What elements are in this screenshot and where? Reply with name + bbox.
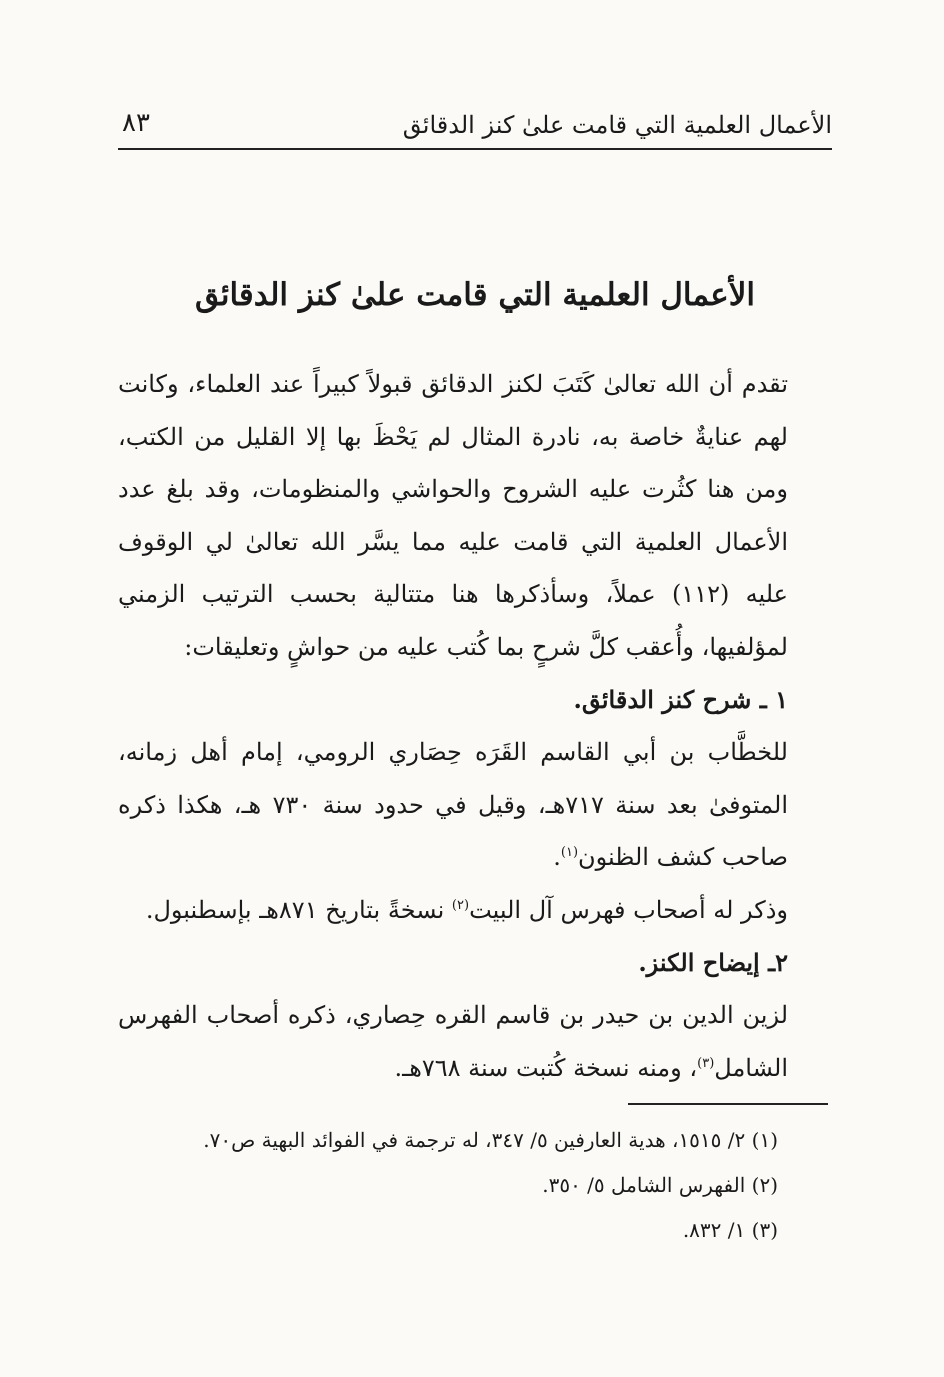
- intro-paragraph: تقدم أن الله تعالىٰ كَتَبَ لكنز الدقائق قبولاً كبيراً عند العلماء، وكانت لهم عنايةٌ خاصة به، نادرة المثال لم يَحْظَ بها إلا القليل من الكتب، ومن هنا كثُرت عليه الشروح والحواشي والمنظومات، وقد بلغ عدد الأعمال العلمية التي قامت عليه مما يسَّر الله تعالىٰ لي الوقوف عليه (١١٢) عملاً، وسأذكرها هنا متتالية بحسب الترتيب الزمني لمؤلفيها، وأُعقب كلَّ شرحٍ بما كُتب عليه من حواشٍ وتعليقات:: [118, 370, 788, 661]
- item-2-text-end: ، ومنه نسخة كُتبت سنة ٧٦٨هـ.: [394, 1053, 698, 1082]
- item-1-text: للخطَّاب بن أبي القاسم القَرَه حِصَاري الرومي، إمام أهل زمانه، المتوفىٰ بعد سنة ٧١٧هـ، وقيل في حدود سنة ٧٣٠ هـ، هكذا ذكره صاحب كشف الظنون: [118, 738, 789, 872]
- footnotes: [118, 1118, 832, 1253]
- running-title: الأعمال العلمية التي قامت علىٰ كنز الدقائق: [402, 111, 832, 139]
- item-1-note: [118, 884, 832, 937]
- running-header: [118, 104, 832, 150]
- item-1-text-end: .: [553, 843, 561, 872]
- item-1-note-end: نسخةً بتاريخ ٨٧١هـ بإسطنبول.: [145, 895, 452, 924]
- item-1-heading: ١ ـ شرح كنز الدقائق.: [573, 684, 788, 714]
- item-1-paragraph: [118, 726, 832, 884]
- footnote-mark-3: (٣): [697, 1055, 715, 1071]
- footnote-mark-2: (٢): [451, 897, 470, 913]
- footnote-2: (٢) الفهرس الشامل ٥/ ٣٥٠.: [542, 1173, 778, 1197]
- footnote-divider: [628, 1103, 828, 1105]
- chapter-title: الأعمال العلمية التي قامت علىٰ كنز الدقائق: [194, 277, 756, 313]
- item-1-note-text: وذكر له أصحاب فهرس آل البيت: [469, 895, 788, 924]
- item-2-text: لزين الدين بن حيدر بن قاسم القره حِصاري، ذكره أصحاب الفهرس الشامل: [118, 1001, 788, 1082]
- item-2-heading: ٢ـ إيضاح الكنز.: [638, 947, 788, 977]
- body-text: [118, 358, 832, 1094]
- footnote-3: (٣) ١/ ٨٣٢.: [682, 1218, 778, 1242]
- footnote-mark-1: (١): [560, 845, 579, 861]
- footnote-1: (١) ٢/ ١٥١٥، هدية العارفين ٥/ ٣٤٧، له ترجمة في الفوائد البهية ص٧٠.: [203, 1128, 778, 1152]
- page-number: ٨٣: [122, 108, 150, 138]
- item-2-paragraph: [118, 989, 832, 1094]
